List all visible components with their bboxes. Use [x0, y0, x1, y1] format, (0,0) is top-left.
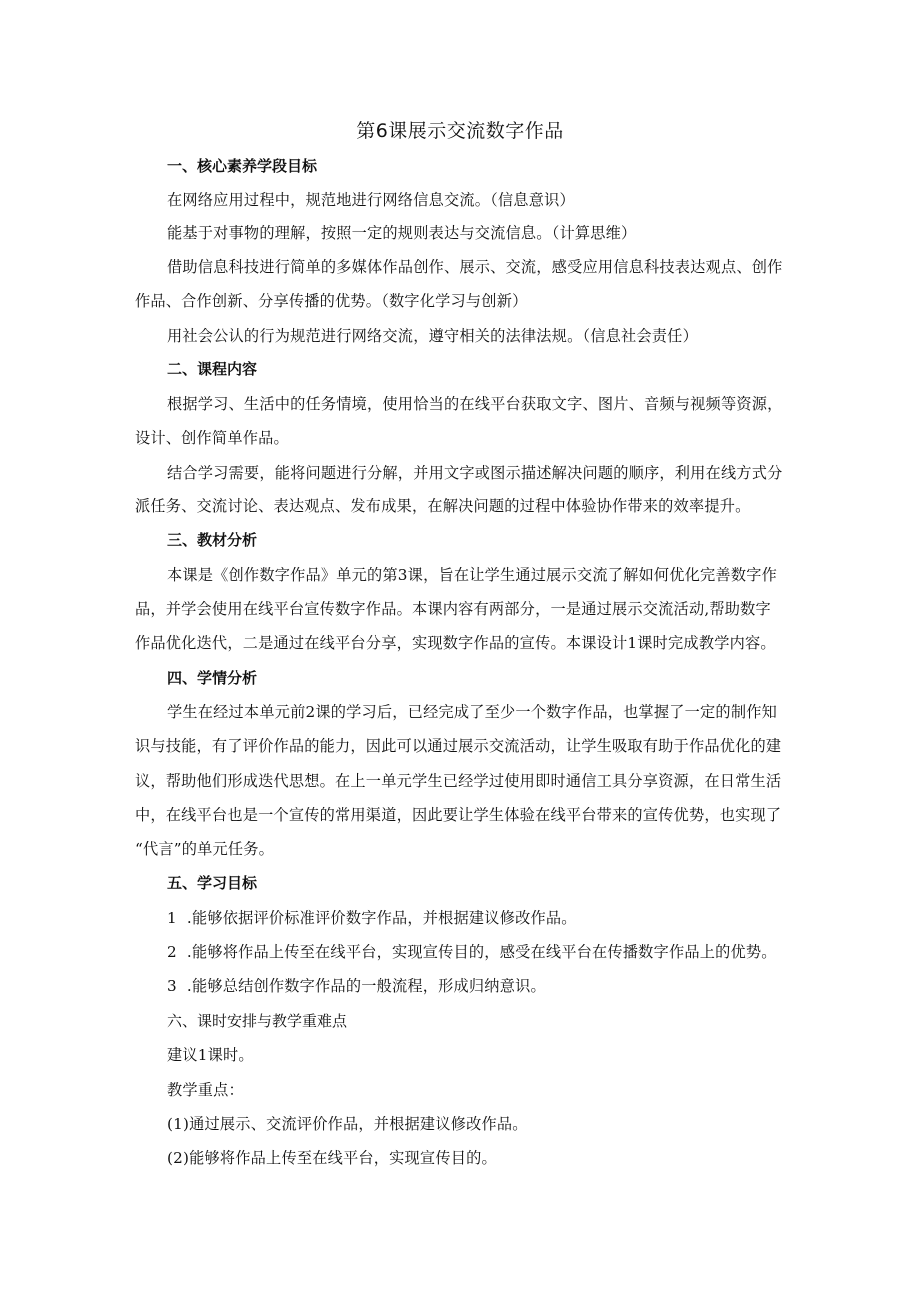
section-heading-schedule: 六、课时安排与教学重难点: [167, 1012, 348, 1030]
section-heading-course-content: 二、课程内容: [167, 360, 258, 378]
paragraph-line: 能基于对事物的理解，按照一定的规则表达与交流信息。（计算思维）: [167, 224, 637, 242]
paragraph-line: (1)通过展示、交流评价作品，并根据建议修改作品。: [167, 1115, 528, 1133]
objective-item: 3 .能够总结创作数字作品的一般流程，形成归纳意识。: [167, 977, 546, 995]
paragraph-line: 派任务、交流讨论、表达观点、发布成果，在解决问题的过程中体验协作带来的效率提升。: [135, 497, 751, 515]
section-heading-student-analysis: 四、学情分析: [167, 669, 258, 687]
paragraph-line: 品，并学会使用在线平台宣传数字作品。本课内容有两部分，一是通过展示交流活动,帮助数字: [135, 600, 771, 618]
paragraph-line: 议，帮助他们形成迭代思想。在上一单元学生已经学过使用即时通信工具分享资源，在日常生活: [135, 772, 782, 790]
section-heading-textbook-analysis: 三、教材分析: [167, 531, 258, 549]
paragraph-line: 教学重点：: [167, 1081, 244, 1099]
paragraph-line: 作品、合作创新、分享传播的优势。（数字化学习与创新）: [135, 292, 528, 310]
paragraph-line: 用社会公认的行为规范进行网络交流，遵守相关的法律法规。（信息社会责任）: [167, 327, 698, 345]
paragraph-line: 根据学习、生活中的任务情境，使用恰当的在线平台获取文字、图片、音频与视频等资源，: [167, 395, 783, 413]
paragraph-line: 学生在经过本单元前2课的学习后，已经完成了至少一个数字作品，也掌握了一定的制作知: [167, 703, 777, 721]
paragraph-line: 设计、创作简单作品。: [135, 429, 289, 447]
paragraph-line: 建议1课时。: [167, 1046, 254, 1064]
paragraph-line: 作品优化迭代，二是通过在线平台分享，实现数字作品的宣传。本课设计1课时完成教学内容。: [135, 634, 776, 652]
paragraph-line: 在网络应用过程中，规范地进行网络信息交流。（信息意识）: [167, 191, 575, 209]
objective-item: 2 .能够将作品上传至在线平台，实现宣传目的，感受在线平台在传播数字作品上的优势。: [167, 943, 777, 961]
paragraph-line: 识与技能，有了评价作品的能力，因此可以通过展示交流活动，让学生吸取有助于作品优化的建: [135, 737, 782, 755]
section-heading-learning-objectives: 五、学习目标: [167, 874, 258, 892]
section-heading-core-literacy: 一、核心素养学段目标: [167, 157, 318, 175]
paragraph-line: (2)能够将作品上传至在线平台，实现宣传目的。: [167, 1149, 497, 1167]
paragraph-line: 借助信息科技进行简单的多媒体作品创作、展示、交流，感受应用信息科技表达观点、创作: [167, 258, 783, 276]
page-title: 第6课展示交流数字作品: [356, 120, 564, 142]
paragraph-line: “代言”的单元任务。: [135, 840, 275, 858]
paragraph-line: 结合学习需要，能将问题进行分解，并用文字或图示描述解决问题的顺序，利用在线方式分: [167, 464, 783, 482]
paragraph-line: 本课是《创作数字作品》单元的第3课，旨在让学生通过展示交流了解如何优化完善数字作: [167, 566, 777, 584]
objective-item: 1 .能够依据评价标准评价数字作品，并根据建议修改作品。: [167, 909, 577, 927]
paragraph-line: 中，在线平台也是一个宣传的常用渠道，因此要让学生体验在线平台带来的宣传优势，也实现了: [135, 806, 782, 824]
